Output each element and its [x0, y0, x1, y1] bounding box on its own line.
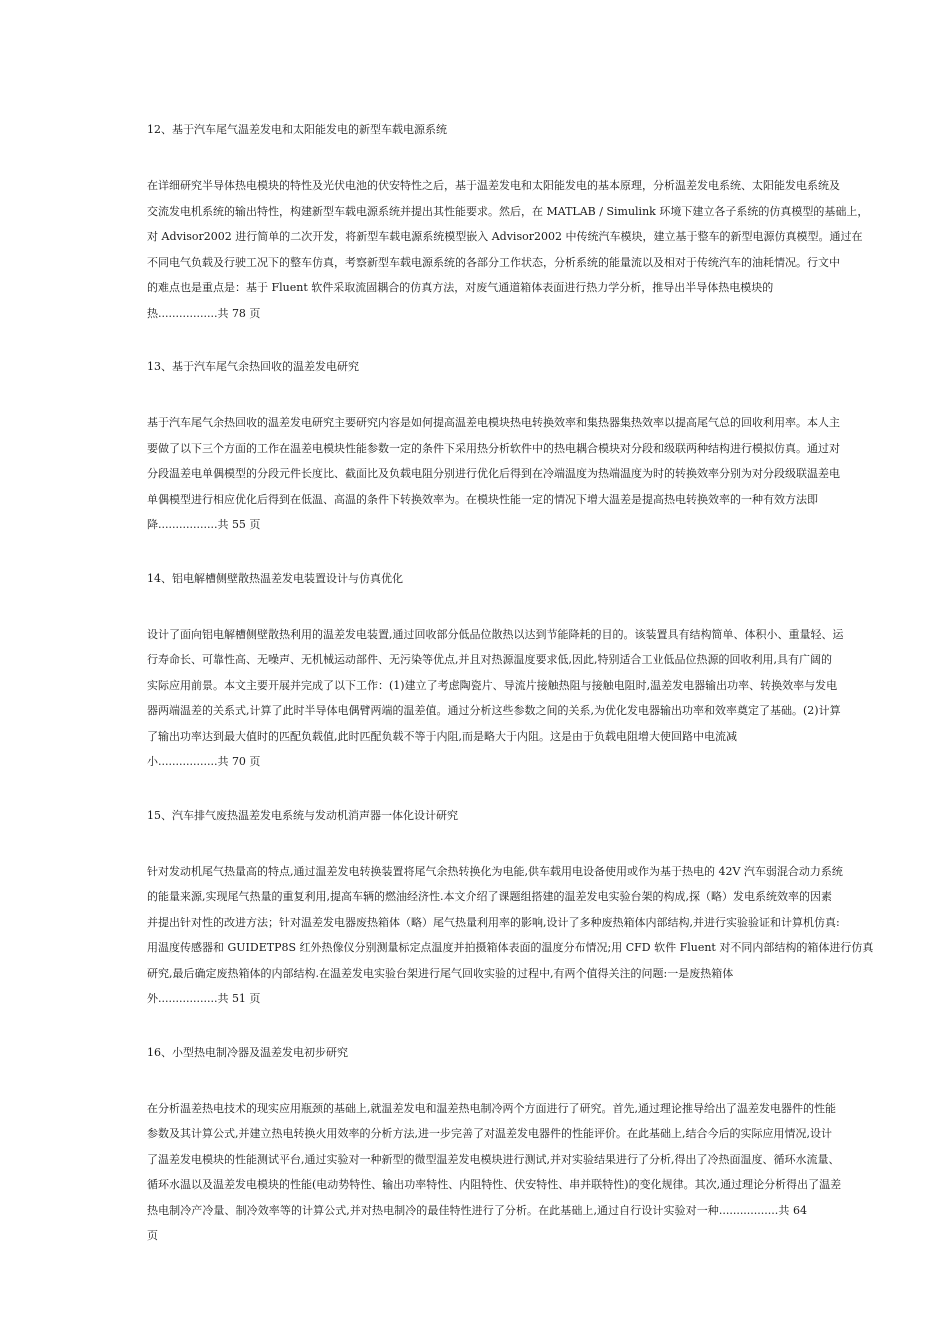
page-count-line: 降.................共 55 页 — [147, 518, 261, 531]
page-count-line: 小.................共 70 页 — [147, 755, 261, 768]
abstract-line: 器两端温差的关系式,计算了此时半导体电偶臂两端的温差值。通过分析这些参数之间的关系,为优化发电器输出功率和效率奠定了基础。(2)计算 — [147, 704, 841, 717]
abstract-line: 参数及其计算公式,并建立热电转换火用效率的分析方法,进一步完善了对温差发电器件的性能评价。在此基础上,结合今后的实际应用情况,设计 — [147, 1127, 832, 1140]
entry-13 — [147, 359, 840, 538]
abstract-line: 热电制冷产冷量、制冷效率等的计算公式,并对热电制冷的最佳特性进行了分析。在此基础上,通过自行设计实验对一种.................共 64 — [147, 1203, 807, 1217]
abstract-line: 不同电气负载及行驶工况下的整车仿真，考察新型车载电源系统的各部分工作状态，分析系统的能量流以及相对于传统汽车的油耗情况。行文中 — [147, 255, 840, 269]
abstract-line: 并提出针对性的改进方法；针对温差发电器废热箱体（略）尾气热量利用率的影响,设计了多种废热箱体内部结构,并进行实验验证和计算机仿真: — [147, 915, 840, 929]
abstract-line: 交流发电机系统的输出特性，构建新型车载电源系统并提出其性能要求。然后，在 MATLAB / Simulink 环境下建立各子系统的仿真模型的基础上， — [147, 204, 869, 218]
entry-title: 16、小型热电制冷器及温差发电初步研究 — [147, 1045, 348, 1059]
abstract-line: 实际应用前景。本文主要开展并完成了以下工作：(1)建立了考虑陶瓷片、导流片接触热阻与接触电阻时,温差发电器输出功率、转换效率与发电 — [147, 678, 838, 692]
abstract-line: 在分析温差热电技术的现实应用瓶颈的基础上,就温差发电和温差热电制冷两个方面进行了研究。首先,通过理论推导给出了温差发电器件的性能 — [147, 1101, 836, 1115]
abstract-line: 针对发动机尾气热量高的特点,通过温差发电转换装置将尾气余热转换化为电能,供车载用电设备使用或作为基于热电的 42V 汽车弱混合动力系统 — [147, 864, 843, 878]
abstract-line: 的能量来源,实现尾气热量的重复利用,提高车辆的燃油经济性.本文介绍了课题组搭建的温差发电实验台架的构成,探（略）发电系统效率的因素 — [147, 890, 832, 903]
entry-abstract — [147, 1096, 842, 1249]
abstract-line: 的难点也是重点是：基于 Fluent 软件采取流固耦合的仿真方法，对废气通道箱体表面进行热力学分析，推导出半导体热电模块的 — [147, 281, 774, 294]
abstract-line: 循环水温以及温差发电模块的性能(电动势特性、输出功率特性、内阻特性、伏安特性、串并联特性)的变化规律。其次,通过理论分析得出了温差 — [147, 1178, 842, 1191]
abstract-line: 对 Advisor2002 进行简单的二次开发，将新型车载电源系统模型嵌入 Advisor2002 中传统汽车模块，建立基于整车的新型电源仿真模型。通过在 — [147, 230, 863, 243]
abstract-line: 分段温差电单偶模型的分段元件长度比、截面比及负载电阻分别进行优化后得到在冷端温度为热端温度为时的转换效率分别为对分段级联温差电 — [147, 467, 840, 480]
abstract-line: 基于汽车尾气余热回收的温差发电研究主要研究内容是如何提高温差电模块热电转换效率和集热器集热效率以提高尾气总的回收利用率。本人主 — [147, 416, 840, 429]
entry-title: 13、基于汽车尾气余热回收的温差发电研究 — [147, 360, 359, 373]
entry-abstract — [147, 173, 869, 326]
entry-16 — [147, 1045, 842, 1249]
abstract-line: 了温差发电模块的性能测试平台,通过实验对一种新型的微型温差发电模块进行测试,并对实验结果进行了分析,得出了冷热面温度、循环水流量、 — [147, 1152, 840, 1166]
abstract-line: 用温度传感器和 GUIDETP8S 红外热像仪分别测量标定点温度并拍摄箱体表面的温度分布情况;用 CFD 软件 Fluent 对不同内部结构的箱体进行仿真 — [147, 941, 874, 954]
abstract-line: 研究,最后确定废热箱体的内部结构.在温差发电实验台架进行尾气回收实验的过程中,有两个值得关注的问题:一是废热箱体 — [147, 966, 734, 980]
entry-title: 15、汽车排气废热温差发电系统与发动机消声器一体化设计研究 — [147, 808, 458, 822]
abstract-line: 行寿命长、可靠性高、无噪声、无机械运动部件、无污染等优点,并且对热源温度要求低,因此,特别适合工业低品位热源的回收利用,具有广阔的 — [147, 653, 832, 666]
entry-abstract — [147, 859, 874, 1012]
page-count-line: 外.................共 51 页 — [147, 992, 261, 1005]
entry-abstract — [147, 622, 844, 775]
entry-abstract — [147, 410, 840, 538]
page-count-line: 热.................共 78 页 — [147, 306, 261, 320]
abstract-line: 要做了以下三个方面的工作在温差电模块性能参数一定的条件下采用热分析软件中的热电耦合模块对分段和级联两种结构进行模拟仿真。通过对 — [147, 441, 840, 455]
entry-12 — [147, 122, 869, 326]
entry-15 — [147, 808, 874, 1012]
entry-title: 12、基于汽车尾气温差发电和太阳能发电的新型车载电源系统 — [147, 123, 447, 136]
document-page — [147, 122, 874, 1249]
abstract-line: 单偶模型进行相应优化后得到在低温、高温的条件下转换效率为。在模块性能一定的情况下增大温差是提高热电转换效率的一种有效方法即 — [147, 492, 818, 506]
abstract-line: 了输出功率达到最大值时的匹配负载值,此时匹配负载不等于内阻,而是略大于内阻。这是由于负载电阻增大使回路中电流减 — [147, 729, 737, 743]
page-count-line: 页 — [147, 1229, 158, 1242]
entry-title: 14、铝电解槽侧壁散热温差发电装置设计与仿真优化 — [147, 571, 403, 585]
entry-14 — [147, 571, 844, 775]
abstract-line: 设计了面向铝电解槽侧壁散热利用的温差发电装置,通过回收部分低品位散热以达到节能降耗的目的。该装置具有结构简单、体积小、重量轻、运 — [147, 627, 844, 641]
abstract-line: 在详细研究半导体热电模块的特性及光伏电池的伏安特性之后，基于温差发电和太阳能发电的基本原理，分析温差发电系统、太阳能发电系统及 — [147, 179, 840, 192]
